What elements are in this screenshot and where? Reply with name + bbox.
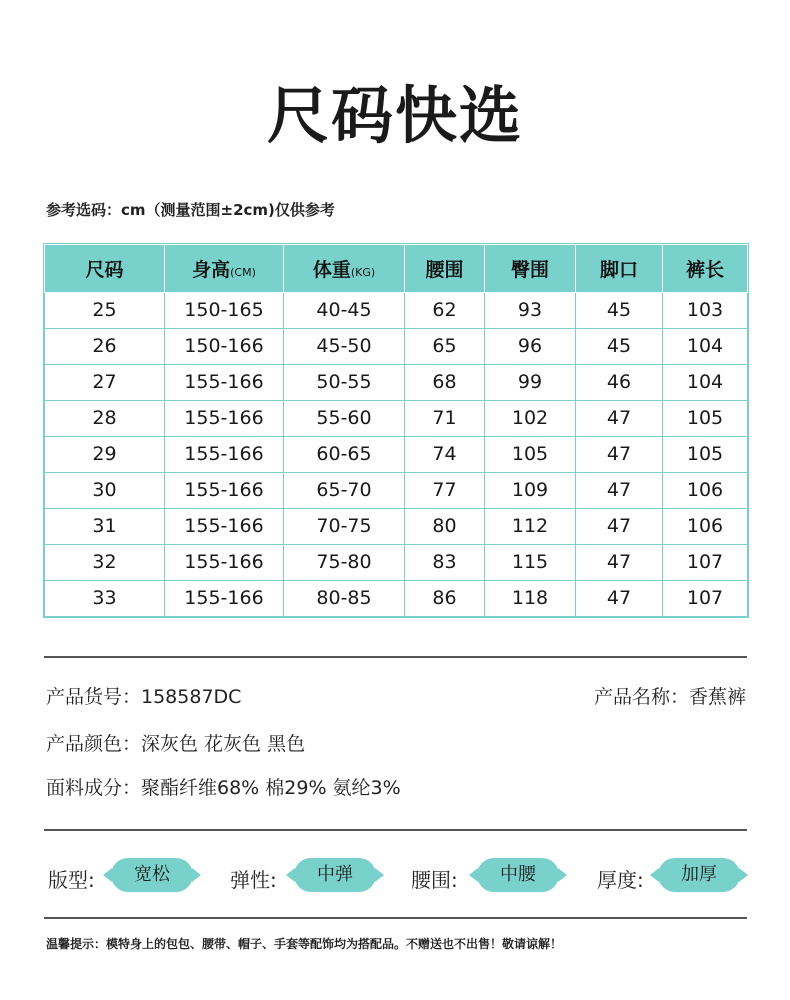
table-row (45, 365, 748, 401)
table-cell: 105 (485, 437, 576, 473)
table-cell: 155-166 (165, 473, 284, 509)
table-cell: 33 (45, 581, 165, 617)
table-cell: 112 (485, 509, 576, 545)
tip-note: 温馨提示：模特身上的包包、腰带、帽子、手套等配饰均为搭配品。不赠送也不出售！敬请谅解！ (46, 937, 563, 951)
table-cell: 104 (663, 365, 748, 401)
table-cell: 115 (485, 545, 576, 581)
product-colors: 产品颜色：深灰色 花灰色 黑色 (46, 733, 306, 755)
waist-label: 腰围: (411, 868, 458, 892)
product-fabric: 面料成分：聚酯纤维68% 棉29% 氨纶3% (46, 777, 401, 799)
table-cell: 26 (45, 329, 165, 365)
product-name: 产品名称：香蕉裤 (593, 686, 746, 708)
table-row (45, 509, 748, 545)
table-cell: 107 (663, 581, 748, 617)
thickness-label: 厚度: (597, 868, 644, 892)
column-header (45, 245, 165, 293)
table-cell: 105 (663, 401, 748, 437)
fit-label: 版型: (48, 868, 95, 892)
table-row (45, 329, 748, 365)
column-header (284, 245, 405, 293)
table-cell: 47 (576, 581, 663, 617)
column-header (576, 245, 663, 293)
table-cell: 45 (576, 293, 663, 329)
table-cell: 83 (405, 545, 485, 581)
table-cell: 103 (663, 293, 748, 329)
table-cell: 106 (663, 473, 748, 509)
table-row (45, 437, 748, 473)
size-table-header-row (45, 245, 748, 293)
size-table-body (45, 293, 748, 617)
table-row (45, 545, 748, 581)
table-cell: 80-85 (284, 581, 405, 617)
column-header-label: 身高 (192, 259, 231, 281)
column-header-label: 腰围 (425, 259, 464, 281)
table-cell: 47 (576, 437, 663, 473)
table-cell: 47 (576, 473, 663, 509)
column-header (165, 245, 284, 293)
divider (44, 917, 747, 919)
table-cell: 62 (405, 293, 485, 329)
table-cell: 47 (576, 401, 663, 437)
column-header (663, 245, 748, 293)
table-row (45, 401, 748, 437)
table-cell: 55-60 (284, 401, 405, 437)
elasticity-label: 弹性: (230, 868, 277, 892)
table-cell: 74 (405, 437, 485, 473)
table-cell: 60-65 (284, 437, 405, 473)
table-cell: 47 (576, 509, 663, 545)
waist-badge: 中腰 (477, 858, 559, 892)
table-cell: 96 (485, 329, 576, 365)
table-cell: 70-75 (284, 509, 405, 545)
table-cell: 150-165 (165, 293, 284, 329)
table-cell: 68 (405, 365, 485, 401)
table-cell: 118 (485, 581, 576, 617)
table-cell: 106 (663, 509, 748, 545)
page-title: 尺码快选 (266, 79, 523, 152)
divider (44, 656, 747, 658)
table-cell: 47 (576, 545, 663, 581)
table-cell: 75-80 (284, 545, 405, 581)
table-cell: 28 (45, 401, 165, 437)
column-header (405, 245, 485, 293)
elasticity-badge: 中弹 (294, 858, 376, 892)
table-cell: 31 (45, 509, 165, 545)
table-cell: 86 (405, 581, 485, 617)
table-cell: 102 (485, 401, 576, 437)
product-item-no: 产品货号：158587DC (46, 686, 242, 708)
reference-note: 参考选码：cm（测量范围±2cm)仅供参考 (46, 201, 335, 219)
table-cell: 155-166 (165, 365, 284, 401)
table-cell: 105 (663, 437, 748, 473)
table-cell: 30 (45, 473, 165, 509)
table-cell: 155-166 (165, 401, 284, 437)
column-header-label: 体重 (312, 259, 351, 281)
table-cell: 109 (485, 473, 576, 509)
table-row (45, 293, 748, 329)
divider (44, 829, 747, 831)
table-cell: 155-166 (165, 545, 284, 581)
table-cell: 65 (405, 329, 485, 365)
column-header (485, 245, 576, 293)
table-cell: 99 (485, 365, 576, 401)
table-cell: 50-55 (284, 365, 405, 401)
column-header-label: 裤长 (685, 259, 724, 281)
size-table (44, 244, 748, 617)
column-header-label: 尺码 (85, 259, 124, 281)
column-header-unit: (KG) (350, 266, 376, 279)
table-cell: 77 (405, 473, 485, 509)
table-cell: 45 (576, 329, 663, 365)
table-row (45, 581, 748, 617)
table-cell: 80 (405, 509, 485, 545)
table-cell: 29 (45, 437, 165, 473)
column-header-unit: (CM) (230, 266, 256, 279)
table-cell: 65-70 (284, 473, 405, 509)
table-cell: 155-166 (165, 581, 284, 617)
table-cell: 25 (45, 293, 165, 329)
table-cell: 46 (576, 365, 663, 401)
table-cell: 93 (485, 293, 576, 329)
column-header-label: 脚口 (599, 259, 638, 281)
table-cell: 71 (405, 401, 485, 437)
table-cell: 155-166 (165, 509, 284, 545)
table-cell: 107 (663, 545, 748, 581)
table-cell: 45-50 (284, 329, 405, 365)
column-header-label: 臀围 (510, 259, 549, 281)
table-cell: 150-166 (165, 329, 284, 365)
fit-badge: 宽松 (111, 858, 193, 892)
table-cell: 27 (45, 365, 165, 401)
table-cell: 40-45 (284, 293, 405, 329)
table-row (45, 473, 748, 509)
table-cell: 155-166 (165, 437, 284, 473)
table-cell: 104 (663, 329, 748, 365)
thickness-badge: 加厚 (658, 858, 740, 892)
table-cell: 32 (45, 545, 165, 581)
